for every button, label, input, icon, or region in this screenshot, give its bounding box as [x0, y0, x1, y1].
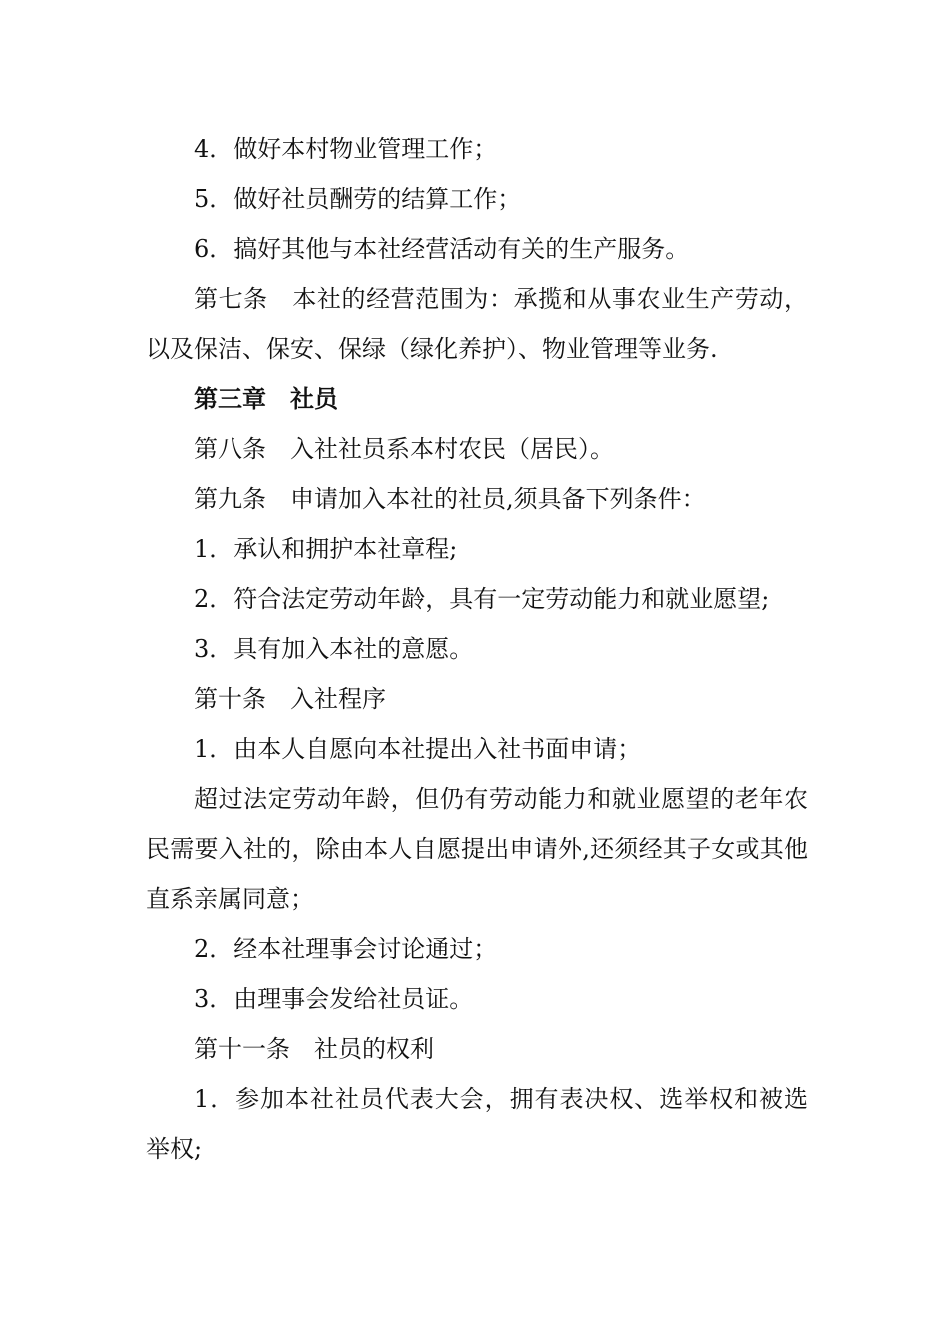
procedure-3: 3．由理事会发给社员证。 — [194, 985, 474, 1013]
chapter-3-heading: 第三章 社员 — [194, 385, 338, 413]
procedure-2: 2．经本社理事会讨论通过； — [194, 935, 498, 963]
condition-2: 2．符合法定劳动年龄，具有一定劳动能力和就业愿望; — [194, 585, 770, 613]
article-10-procedure: 第十条 入社程序 — [194, 685, 386, 713]
condition-3: 3．具有加入本社的意愿。 — [194, 635, 474, 663]
article-8-members: 第八条 入社社员系本村农民（居民）。 — [194, 435, 614, 463]
right-1: 1．参加本社社员代表大会，拥有表决权、选举权和被选举权; — [146, 1085, 808, 1163]
article-11-rights: 第十一条 社员的权利 — [194, 1035, 434, 1063]
document-body — [146, 124, 808, 1174]
condition-1: 1．承认和拥护本社章程; — [194, 535, 458, 563]
item-remuneration-settlement: 5．做好社员酬劳的结算工作； — [194, 185, 522, 213]
procedure-1: 1．由本人自愿向本社提出入社书面申请； — [194, 735, 642, 763]
procedure-elderly-note: 超过法定劳动年龄，但仍有劳动能力和就业愿望的老年农民需要入社的，除由本人自愿提出申请外,还须经其子女或其他直系亲属同意； — [146, 785, 808, 913]
item-other-services: 6．搞好其他与本社经营活动有关的生产服务。 — [194, 235, 690, 263]
article-7-business-scope: 第七条 本社的经营范围为：承揽和从事农业生产劳动，以及保洁、保安、保绿（绿化养护）、物业管理等业务. — [146, 285, 808, 363]
item-property-management: 4．做好本村物业管理工作； — [194, 135, 498, 163]
article-9-conditions: 第九条 申请加入本社的社员,须具备下列条件： — [194, 485, 706, 513]
